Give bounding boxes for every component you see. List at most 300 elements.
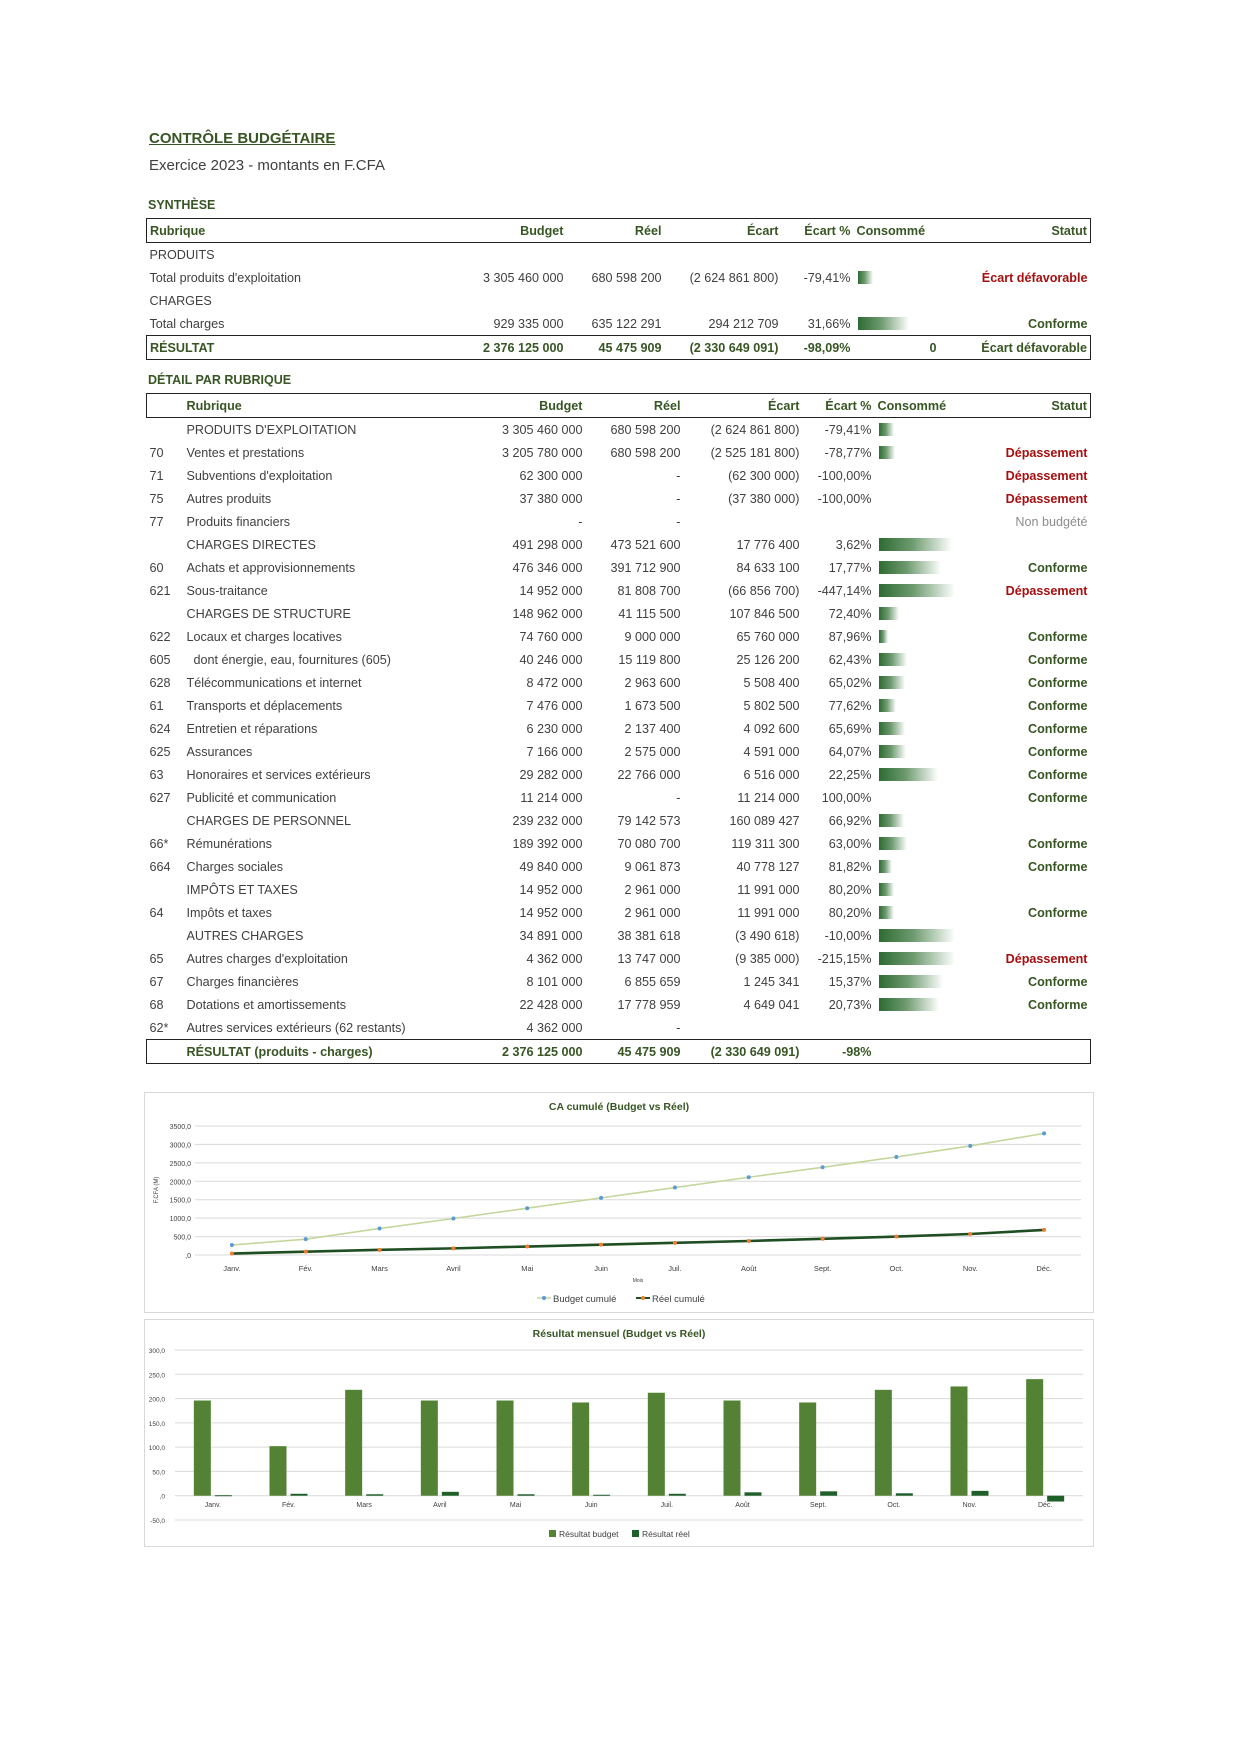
account-code: 63 — [149, 767, 164, 782]
line-chart-svg — [145, 1093, 1093, 1312]
reel-cell: 13 747 000 — [617, 951, 681, 966]
ecart-cell: 65 760 000 — [736, 629, 800, 644]
y-tick-label: -50,0 — [150, 1518, 165, 1525]
consumed-cell — [875, 487, 961, 510]
row-label: Produits financiers — [186, 514, 291, 529]
y-tick-label: ,0 — [159, 1493, 165, 1501]
status-cell — [961, 878, 1091, 901]
consumed-cell — [875, 556, 961, 579]
x-tick-label: Avril — [446, 1264, 461, 1273]
account-code — [147, 533, 184, 556]
x-tick-label: Juin — [584, 1502, 598, 1509]
bar-1 — [1047, 1496, 1064, 1502]
resultat-mensuel-chart — [144, 1319, 1094, 1547]
account-code: 65 — [149, 951, 164, 966]
col-header: Statut — [940, 219, 1091, 243]
consumption-bar — [879, 607, 900, 620]
consumed-cell — [875, 671, 961, 694]
legend-label: Résultat réel — [642, 1529, 690, 1539]
x-tick-label: Avril — [433, 1502, 447, 1509]
ecart-pct-cell: 80,20% — [828, 882, 872, 897]
status-cell: Conforme — [1028, 560, 1088, 575]
detail-table — [146, 393, 1091, 1064]
detail-total-row — [147, 1040, 1091, 1064]
ecart-cell: (2 624 861 800) — [689, 270, 779, 285]
detail-row — [147, 924, 1091, 947]
consumed-cell — [875, 832, 961, 855]
budget-cell: 8 472 000 — [526, 675, 583, 690]
reel-cell: 22 766 000 — [617, 767, 681, 782]
x-tick-label: Juil. — [668, 1264, 682, 1273]
budget-cell: 8 101 000 — [526, 974, 583, 989]
chart-title: CA cumulé (Budget vs Réel) — [548, 1101, 690, 1113]
y-tick-label: 250,0 — [148, 1372, 165, 1380]
x-tick-label: Nov. — [962, 1264, 978, 1273]
ecart-pct-cell: 77,62% — [828, 698, 872, 713]
consumed-cell — [875, 993, 961, 1016]
account-code: 627 — [149, 790, 171, 805]
budget-cell: 6 230 000 — [526, 721, 583, 736]
ecart-pct-cell: -78,77% — [824, 445, 872, 460]
legend-swatch — [632, 1530, 639, 1537]
detail-row — [147, 533, 1091, 556]
ecart-cell: 119 311 300 — [731, 836, 800, 851]
ecart-pct-cell — [803, 510, 875, 533]
row-label: CHARGES — [149, 293, 212, 308]
budget-cell: 929 335 000 — [493, 316, 564, 331]
page-subtitle: Exercice 2023 - montants en F.CFA — [149, 157, 385, 174]
detail-row — [147, 832, 1091, 855]
ecart-cell — [684, 510, 803, 533]
data-point — [599, 1196, 603, 1200]
bar-0 — [421, 1401, 438, 1496]
synthese-total-row — [147, 336, 1091, 360]
detail-row — [147, 1016, 1091, 1040]
bar-1 — [291, 1494, 308, 1496]
row-label: RÉSULTAT (produits - charges) — [184, 1040, 486, 1064]
account-code: 60 — [149, 560, 164, 575]
consumed-cell — [875, 970, 961, 993]
detail-row — [147, 510, 1091, 533]
y-tick-label: 2500,0 — [169, 1160, 191, 1168]
status-cell — [940, 243, 1091, 267]
y-tick-label: 200,0 — [148, 1396, 165, 1404]
legend-marker — [542, 1296, 546, 1300]
data-point — [968, 1144, 972, 1148]
status-cell: Conforme — [1028, 316, 1088, 331]
detail-row — [147, 648, 1091, 671]
budget-cell: 29 282 000 — [519, 767, 583, 782]
ecart-cell: 294 212 709 — [708, 316, 779, 331]
consumed-cell — [875, 694, 961, 717]
ecart-cell: 25 126 200 — [736, 652, 800, 667]
ecart-cell: (9 385 000) — [735, 951, 800, 966]
account-code: 62* — [149, 1020, 169, 1035]
bar-1 — [896, 1493, 913, 1495]
reel-cell: 680 598 200 — [610, 422, 681, 437]
budget-cell: 3 305 460 000 — [501, 422, 583, 437]
ecart-cell: (37 380 000) — [728, 491, 800, 506]
reel-cell: - — [676, 1020, 681, 1035]
status-cell: Conforme — [1028, 721, 1088, 736]
col-header: Rubrique — [184, 394, 486, 418]
bar-0 — [497, 1401, 514, 1496]
ecart-pct-cell: 64,07% — [828, 744, 872, 759]
ecart-cell: (66 856 700) — [728, 583, 800, 598]
budget-cell: 14 952 000 — [519, 882, 583, 897]
account-code — [147, 878, 184, 901]
col-header: Statut — [961, 394, 1091, 418]
ecart-pct-cell: -100,00% — [817, 468, 872, 483]
consumed-cell — [875, 648, 961, 671]
row-label: Impôts et taxes — [186, 905, 272, 920]
col-header: Budget — [486, 394, 586, 418]
status-cell: Conforme — [1028, 790, 1088, 805]
col-header: Réel — [567, 219, 665, 243]
consumed-cell — [875, 625, 961, 648]
col-header: Réel — [586, 394, 684, 418]
ecart-pct-cell: -79,41% — [824, 422, 872, 437]
ecart-pct-cell: -215,15% — [817, 951, 872, 966]
ecart-pct-cell: -98% — [803, 1040, 875, 1064]
synthese-row — [147, 243, 1091, 267]
consumption-bar — [879, 722, 905, 735]
ecart-cell: 5 802 500 — [743, 698, 800, 713]
consumption-bar — [879, 446, 895, 459]
status-cell: Conforme — [1028, 652, 1088, 667]
account-code: 67 — [149, 974, 164, 989]
account-code: 624 — [149, 721, 171, 736]
ecart-pct-cell: 63,00% — [828, 836, 872, 851]
consumed-cell — [875, 786, 961, 809]
reel-cell: 9 061 873 — [624, 859, 681, 874]
data-point — [894, 1235, 898, 1239]
reel-cell: 9 000 000 — [624, 629, 681, 644]
legend-swatch — [549, 1530, 556, 1537]
bar-0 — [799, 1402, 816, 1495]
consumption-bar — [879, 699, 896, 712]
reel-cell: 45 475 909 — [567, 336, 665, 360]
ecart-pct-cell: 65,69% — [828, 721, 872, 736]
ecart-cell: 107 846 500 — [729, 606, 800, 621]
detail-row — [147, 671, 1091, 694]
account-code: 664 — [149, 859, 171, 874]
data-point — [451, 1246, 455, 1250]
consumed-cell: 0 — [854, 336, 940, 360]
ecart-pct-cell: -447,14% — [817, 583, 872, 598]
budget-cell: 74 760 000 — [519, 629, 583, 644]
y-tick-label: 500,0 — [173, 1234, 191, 1242]
ecart-pct-cell: -79,41% — [803, 270, 851, 285]
ecart-cell — [684, 1016, 803, 1040]
x-tick-label: Mars — [356, 1502, 372, 1509]
bar-0 — [270, 1446, 287, 1496]
budget-cell: 14 952 000 — [519, 905, 583, 920]
row-label: Charges financières — [186, 974, 299, 989]
series-line-0 — [232, 1133, 1044, 1245]
reel-cell: 2 963 600 — [624, 675, 681, 690]
status-cell: Dépassement — [1005, 491, 1088, 506]
reel-cell: 1 673 500 — [624, 698, 681, 713]
ecart-pct-cell: -10,00% — [824, 928, 872, 943]
detail-header-row — [147, 394, 1091, 418]
bar-0 — [194, 1401, 211, 1496]
bar-1 — [215, 1495, 232, 1496]
consumption-bar — [879, 975, 943, 988]
status-cell: Conforme — [1028, 698, 1088, 713]
ecart-cell: 40 778 127 — [736, 859, 800, 874]
consumption-bar — [858, 317, 910, 330]
account-code: 621 — [149, 583, 171, 598]
bar-1 — [518, 1494, 535, 1495]
status-cell — [961, 809, 1091, 832]
status-cell: Conforme — [1028, 629, 1088, 644]
budget-cell: 7 166 000 — [526, 744, 583, 759]
chart-title: Résultat mensuel (Budget vs Réel) — [532, 1328, 706, 1340]
detail-row — [147, 901, 1091, 924]
consumed-cell — [854, 266, 940, 289]
x-tick-label: Mai — [509, 1502, 522, 1509]
data-point — [821, 1237, 825, 1241]
budget-cell: 491 298 000 — [512, 537, 583, 552]
row-label: Sous-traitance — [186, 583, 268, 598]
reel-cell: 2 575 000 — [624, 744, 681, 759]
budget-cell: 40 246 000 — [519, 652, 583, 667]
budget-cell: 476 346 000 — [512, 560, 583, 575]
ecart-cell: 4 591 000 — [743, 744, 800, 759]
row-label: Dotations et amortissements — [186, 997, 347, 1012]
y-tick-label: 1000,0 — [169, 1216, 191, 1224]
synthese-table — [146, 218, 1091, 360]
reel-cell: 45 475 909 — [586, 1040, 684, 1064]
consumed-cell — [875, 418, 961, 442]
ecart-pct-cell: -100,00% — [817, 491, 872, 506]
consumption-bar — [879, 929, 955, 942]
ecart-pct-cell — [782, 289, 854, 312]
status-cell: Conforme — [1028, 744, 1088, 759]
budget-cell: 7 476 000 — [526, 698, 583, 713]
reel-cell — [567, 243, 665, 267]
row-label: Charges sociales — [186, 859, 284, 874]
status-cell: Conforme — [1028, 997, 1088, 1012]
col-header: Écart — [684, 394, 803, 418]
account-code: 605 — [149, 652, 171, 667]
ecart-cell: 4 649 041 — [743, 997, 800, 1012]
detail-heading: DÉTAIL PAR RUBRIQUE — [148, 373, 292, 387]
x-tick-label: Juil. — [660, 1502, 674, 1509]
detail-row — [147, 418, 1091, 442]
account-code: 71 — [149, 468, 164, 483]
ecart-pct-cell: 3,62% — [835, 537, 872, 552]
budget-cell: 62 300 000 — [519, 468, 583, 483]
row-label: Total charges — [149, 316, 225, 331]
reel-cell: - — [676, 514, 681, 529]
ecart-pct-cell: 65,02% — [828, 675, 872, 690]
ecart-pct-cell — [782, 243, 854, 267]
status-cell — [961, 1016, 1091, 1040]
bar-1 — [593, 1495, 610, 1496]
row-label: Autres produits — [186, 491, 272, 506]
ecart-pct-cell: 15,37% — [828, 974, 872, 989]
consumed-cell — [875, 441, 961, 464]
consumption-bar — [879, 630, 888, 643]
budget-cell: 2 376 125 000 — [467, 336, 567, 360]
y-tick-label: 100,0 — [148, 1445, 165, 1453]
account-code: 68 — [149, 997, 164, 1012]
consumed-cell — [875, 533, 961, 556]
row-label: Locaux et charges locatives — [186, 629, 342, 644]
legend-label: Budget cumulé — [553, 1294, 617, 1305]
consumed-cell — [854, 289, 940, 312]
y-axis-label: F.CFA (M) — [154, 1176, 160, 1204]
detail-row — [147, 993, 1091, 1016]
data-point — [968, 1232, 972, 1236]
account-code: 61 — [149, 698, 164, 713]
bar-1 — [442, 1492, 459, 1496]
ecart-pct-cell: 20,73% — [828, 997, 872, 1012]
row-label: Entretien et réparations — [186, 721, 318, 736]
x-tick-label: Déc. — [1037, 1502, 1053, 1509]
reel-cell: 38 381 618 — [617, 928, 681, 943]
account-code — [147, 418, 184, 442]
col-header — [147, 394, 184, 418]
detail-row — [147, 740, 1091, 763]
status-cell — [961, 924, 1091, 947]
bar-0 — [951, 1386, 968, 1495]
detail-row — [147, 947, 1091, 970]
bar-chart-svg — [145, 1320, 1093, 1546]
reel-cell: - — [676, 491, 681, 506]
ecart-cell: 11 991 000 — [737, 905, 800, 920]
x-axis-label: Mois — [632, 1278, 644, 1284]
reel-cell — [567, 289, 665, 312]
detail-row — [147, 763, 1091, 786]
x-tick-label: Juin — [594, 1264, 608, 1273]
consumption-bar — [879, 883, 894, 896]
consumed-cell — [875, 1016, 961, 1040]
detail-row — [147, 855, 1091, 878]
x-tick-label: Mai — [521, 1264, 534, 1273]
consumption-bar — [879, 998, 939, 1011]
budget-cell — [467, 289, 567, 312]
status-cell — [961, 1040, 1091, 1064]
ecart-cell: (2 624 861 800) — [710, 422, 800, 437]
row-label: PRODUITS — [149, 247, 215, 262]
bar-0 — [1026, 1379, 1043, 1496]
status-cell: Non budgété — [1015, 514, 1088, 529]
col-header: Écart % — [782, 219, 854, 243]
row-label: Ventes et prestations — [186, 445, 305, 460]
ecart-cell: (2 330 649 091) — [684, 1040, 803, 1064]
ecart-pct-cell: 80,20% — [828, 905, 872, 920]
x-tick-label: Oct. — [887, 1502, 901, 1509]
ecart-cell: 5 508 400 — [743, 675, 800, 690]
ecart-pct-cell: 100,00% — [821, 790, 872, 805]
col-header: Consommé — [875, 394, 961, 418]
row-label: Autres charges d'exploitation — [186, 951, 348, 966]
status-cell — [961, 533, 1091, 556]
col-header: Consommé — [854, 219, 940, 243]
data-point — [304, 1237, 308, 1241]
synthese-heading: SYNTHÈSE — [148, 198, 216, 212]
x-tick-label: Janv. — [223, 1264, 241, 1273]
account-code — [147, 1040, 184, 1064]
status-cell — [961, 418, 1091, 442]
status-cell: Dépassement — [1005, 951, 1088, 966]
account-code — [147, 602, 184, 625]
data-point — [378, 1248, 382, 1252]
reel-cell: 70 080 700 — [617, 836, 681, 851]
row-label: Subventions d'exploitation — [186, 468, 333, 483]
row-label: Publicité et communication — [186, 790, 337, 805]
legend-marker — [641, 1296, 645, 1300]
data-point — [525, 1245, 529, 1249]
account-code: 625 — [149, 744, 171, 759]
detail-row — [147, 625, 1091, 648]
synthese-row — [147, 289, 1091, 312]
detail-row — [147, 786, 1091, 809]
data-point — [673, 1186, 677, 1190]
y-tick-label: 150,0 — [148, 1420, 165, 1428]
status-cell: Dépassement — [1005, 445, 1088, 460]
ecart-pct-cell: 17,77% — [828, 560, 872, 575]
budget-cell — [467, 243, 567, 267]
ecart-cell: 1 245 341 — [743, 974, 800, 989]
row-label: Honoraires et services extérieurs — [186, 767, 371, 782]
ecart-pct-cell: 22,25% — [828, 767, 872, 782]
consumption-bar — [879, 561, 941, 574]
consumed-cell — [875, 717, 961, 740]
reel-cell: 81 808 700 — [617, 583, 681, 598]
row-label: Total produits d'exploitation — [149, 270, 302, 285]
row-label: IMPÔTS ET TAXES — [186, 882, 298, 897]
x-tick-label: Sept. — [813, 1264, 832, 1273]
status-cell: Conforme — [1028, 767, 1088, 782]
detail-row — [147, 602, 1091, 625]
account-code: 64 — [149, 905, 164, 920]
consumed-cell — [875, 464, 961, 487]
account-code: 622 — [149, 629, 171, 644]
account-code: 70 — [149, 445, 164, 460]
ecart-cell: 84 633 100 — [736, 560, 800, 575]
data-point — [525, 1206, 529, 1210]
legend-label: Réel cumulé — [652, 1294, 705, 1305]
data-point — [1042, 1228, 1046, 1232]
y-tick-label: ,0 — [185, 1253, 191, 1260]
reel-cell: 79 142 573 — [617, 813, 681, 828]
row-label: CHARGES DIRECTES — [186, 537, 316, 552]
reel-cell: 2 961 000 — [624, 905, 681, 920]
ecart-pct-cell: 87,96% — [828, 629, 872, 644]
ecart-pct-cell: 31,66% — [807, 316, 851, 331]
y-tick-label: 3500,0 — [169, 1124, 191, 1131]
consumption-bar — [879, 952, 955, 965]
consumed-cell — [875, 510, 961, 533]
x-tick-label: Sept. — [809, 1502, 827, 1509]
detail-row — [147, 878, 1091, 901]
detail-row — [147, 556, 1091, 579]
y-tick-label: 2000,0 — [169, 1179, 191, 1187]
bar-0 — [345, 1390, 362, 1496]
data-point — [451, 1217, 455, 1221]
row-label: RÉSULTAT — [147, 336, 467, 360]
reel-cell: - — [676, 790, 681, 805]
detail-row — [147, 970, 1091, 993]
detail-row — [147, 717, 1091, 740]
ecart-cell — [665, 243, 782, 267]
consumption-bar — [879, 860, 893, 873]
series-line-1 — [232, 1230, 1044, 1254]
